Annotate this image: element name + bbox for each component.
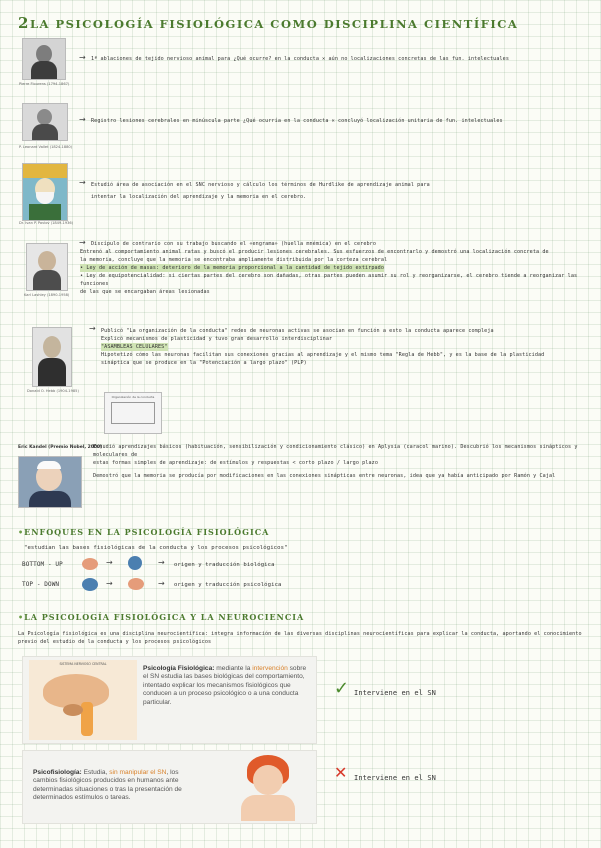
- hebb-figure: [104, 392, 162, 434]
- title-number: 2: [18, 14, 30, 32]
- row-text: [101, 327, 591, 367]
- row-text: [91, 117, 591, 125]
- row-text: [93, 443, 593, 480]
- portrait-lashley: [26, 243, 68, 291]
- row-line: • Ley de equipotencialidad: si ciertas partes del cerebro son dañadas, otras partes pueden asumir su rol y reorganizarse, el cerebro tiende a reorganizar las funciones: [80, 273, 578, 287]
- hebb-figure-caption: Organización de la conducta: [111, 395, 155, 399]
- row-text: [91, 181, 591, 201]
- nervous-system-figure: [29, 660, 137, 740]
- row-line: de las que se encargaban áreas lesionadas: [80, 289, 210, 295]
- arrow-icon: →: [79, 238, 86, 247]
- enfoques-quote: "estudian las bases fisiológicas de la conducta y los procesos psicológicos": [24, 545, 288, 551]
- row-text: [80, 240, 591, 296]
- row-line: la memoria, concluye que la memoria se encontraba ampliamente distribuida por la corteza cerebral: [80, 257, 388, 263]
- portrait-caption: Pierre Flourens (1794-1867): [19, 82, 70, 86]
- row-line: "ASAMBLEAS CELULARES": [101, 344, 168, 350]
- card-title: Psicofisiología:: [33, 769, 82, 776]
- title-text: LA PSICOLOGÍA FISIOLÓGICA COMO DISCIPLINA CIENTÍFICA: [29, 17, 519, 31]
- page-title: [18, 14, 518, 32]
- portrait-hebb: [32, 327, 72, 387]
- row-text: [91, 55, 591, 63]
- card-title: Psicología Fisiológica:: [143, 665, 215, 672]
- portrait-vallet: [22, 103, 68, 141]
- neuro-paragraph: [18, 630, 593, 646]
- row-line: Discípulo de contrario con su trabajo buscando el «engrama» (huella mnémica) en el cerebro: [91, 241, 377, 247]
- neuron-icon: [82, 578, 98, 591]
- row-line: Explicó mecanismos de plasticidad y tuvo gran desarrollo interdisciplinar: [101, 336, 333, 342]
- approach-label: TOP - DOWN: [22, 581, 60, 588]
- portrait-flourens: [22, 38, 66, 80]
- row-line: Estudió área de asociación en el SNC nervioso y cálculo los términos de Hurdlike de aprendizaje animal para: [91, 182, 430, 188]
- arrow-icon: →: [89, 324, 96, 333]
- arrow-icon: →: [79, 53, 86, 62]
- portrait-caption: Karl Lashley (1890-1958): [24, 293, 70, 297]
- row-line: Hipotetizó cómo las neuronas facilitan sus conexiones gracias al aprendizaje y el mismo tema "Regla de Hebb", y es la base de la plasticidad: [101, 352, 545, 358]
- cross-icon: ✕: [334, 763, 348, 782]
- arrow-icon: →: [158, 579, 165, 588]
- row-line: Registro lesiones cerebrales en minúscula parte ¿Qué ocurría en la conducta ✕ concluyó localización unitaria de fun. intelectuales: [91, 118, 503, 124]
- portrait-caption: Donald O. Hebb (1904-1985): [27, 389, 79, 393]
- row-line: estas formas simples de aprendizaje: de estímulos y respuestas < corto plazo / largo plazo: [93, 460, 379, 466]
- portrait-kandel: [18, 456, 82, 508]
- arrow-icon: →: [106, 558, 113, 567]
- card-text: Psicofisiología: Estudia, sin manipular el SN, los cambios fisiológicos producidos en humanos ante determinadas situaciones o tras la presentación de determinados estímulos o tareas.: [33, 769, 182, 802]
- card-psicologia-fisiologica: [22, 656, 317, 744]
- row-line: Entrenó al comportamiento animal ratas y buscó el producir lesiones cerebrales. Sus esfuerzos de encontrarlo y demostró una localización concreta de: [80, 249, 549, 255]
- card-text: Psicología Fisiológica: mediante la intervención sobre el SN estudia las bases biológicas del comportamiento, intentado explicar los mecanismos fisiológicos que conducen a un proceso psicológico o a una conducta particular.: [143, 665, 307, 706]
- card-note: Interviene en el SN: [354, 774, 436, 782]
- arrow-icon: →: [158, 558, 165, 567]
- approach-text: origen y traducción biológica: [174, 562, 275, 568]
- arrow-icon: →: [106, 579, 113, 588]
- check-icon: ✓: [334, 678, 350, 699]
- photo-woman: [227, 753, 313, 821]
- brain-icon: [128, 578, 144, 590]
- portrait-pavlov: [22, 163, 68, 221]
- figure-caption: SISTEMA NERVIOSO CENTRAL: [59, 662, 107, 666]
- portrait-caption: P. Leonard Vallet (1824-1880): [19, 145, 73, 149]
- neuron-icon: [128, 556, 142, 570]
- arrow-icon: →: [79, 178, 86, 187]
- neuro-line: previo del estudio de la conducta y los procesos psicológicos: [18, 639, 212, 645]
- brain-icon: [82, 558, 98, 570]
- portrait-caption: Eric Kandel (Premio Nobel, 2000): [18, 445, 103, 450]
- card-psicofisiologia: [22, 750, 317, 824]
- portrait-caption: Dr. Ivan P. Pavlov (1849-1936): [19, 221, 74, 225]
- section-heading-neurociencia: •LA PSICOLOGÍA FISIOLÓGICA Y LA NEUROCIENCIA: [18, 612, 305, 622]
- row-line: sináptica que se produce en la "Potenciación a largo plazo" (PLP): [101, 360, 307, 366]
- row-line: 1ª ablaciones de tejido nervioso animal para ¿Qué ocurre? en la conducta ✕ aún no localizaciones concretas de las fun. intelectuales: [91, 56, 510, 62]
- approach-text: origen y traducción psicológica: [174, 582, 282, 588]
- approach-label: BOTTOM - UP: [22, 561, 63, 568]
- row-line: Estudió aprendizajes básicos (habituación, sensibilización y condicionamiento clásico) en Aplysia (caracol marino). Descubrió los mecanismos sinápticos y moleculares de: [93, 444, 578, 458]
- row-line: Publicó "La organización de la conducta" redes de neuronas activas se asocian en función a esto la conducta aparece compleja: [101, 328, 494, 334]
- row-line: • Ley de acción de masas: deterioro de la memoria proporcional a la cantidad de tejido extirpado: [80, 265, 385, 271]
- row-line: intentar la localización del aprendizaje y la memoria en el cerebro.: [91, 194, 307, 200]
- card-note: Interviene en el SN: [354, 689, 436, 697]
- arrow-icon: →: [79, 115, 86, 124]
- section-heading-enfoques: •ENFOQUES EN LA PSICOLOGÍA FISIOLÓGICA: [18, 527, 270, 537]
- neuro-line: La Psicología fisiológica es una disciplina neurocientífica: integra información de las diversas disciplinas neurocientíficas para explicar la conducta, aportando el conocimiento: [18, 631, 582, 637]
- row-line: Demostró que la memoria se producía por modificaciones en las conexiones sinápticas entre neuronas, idea que ya había anticipado por Ramón y Cajal: [93, 473, 556, 479]
